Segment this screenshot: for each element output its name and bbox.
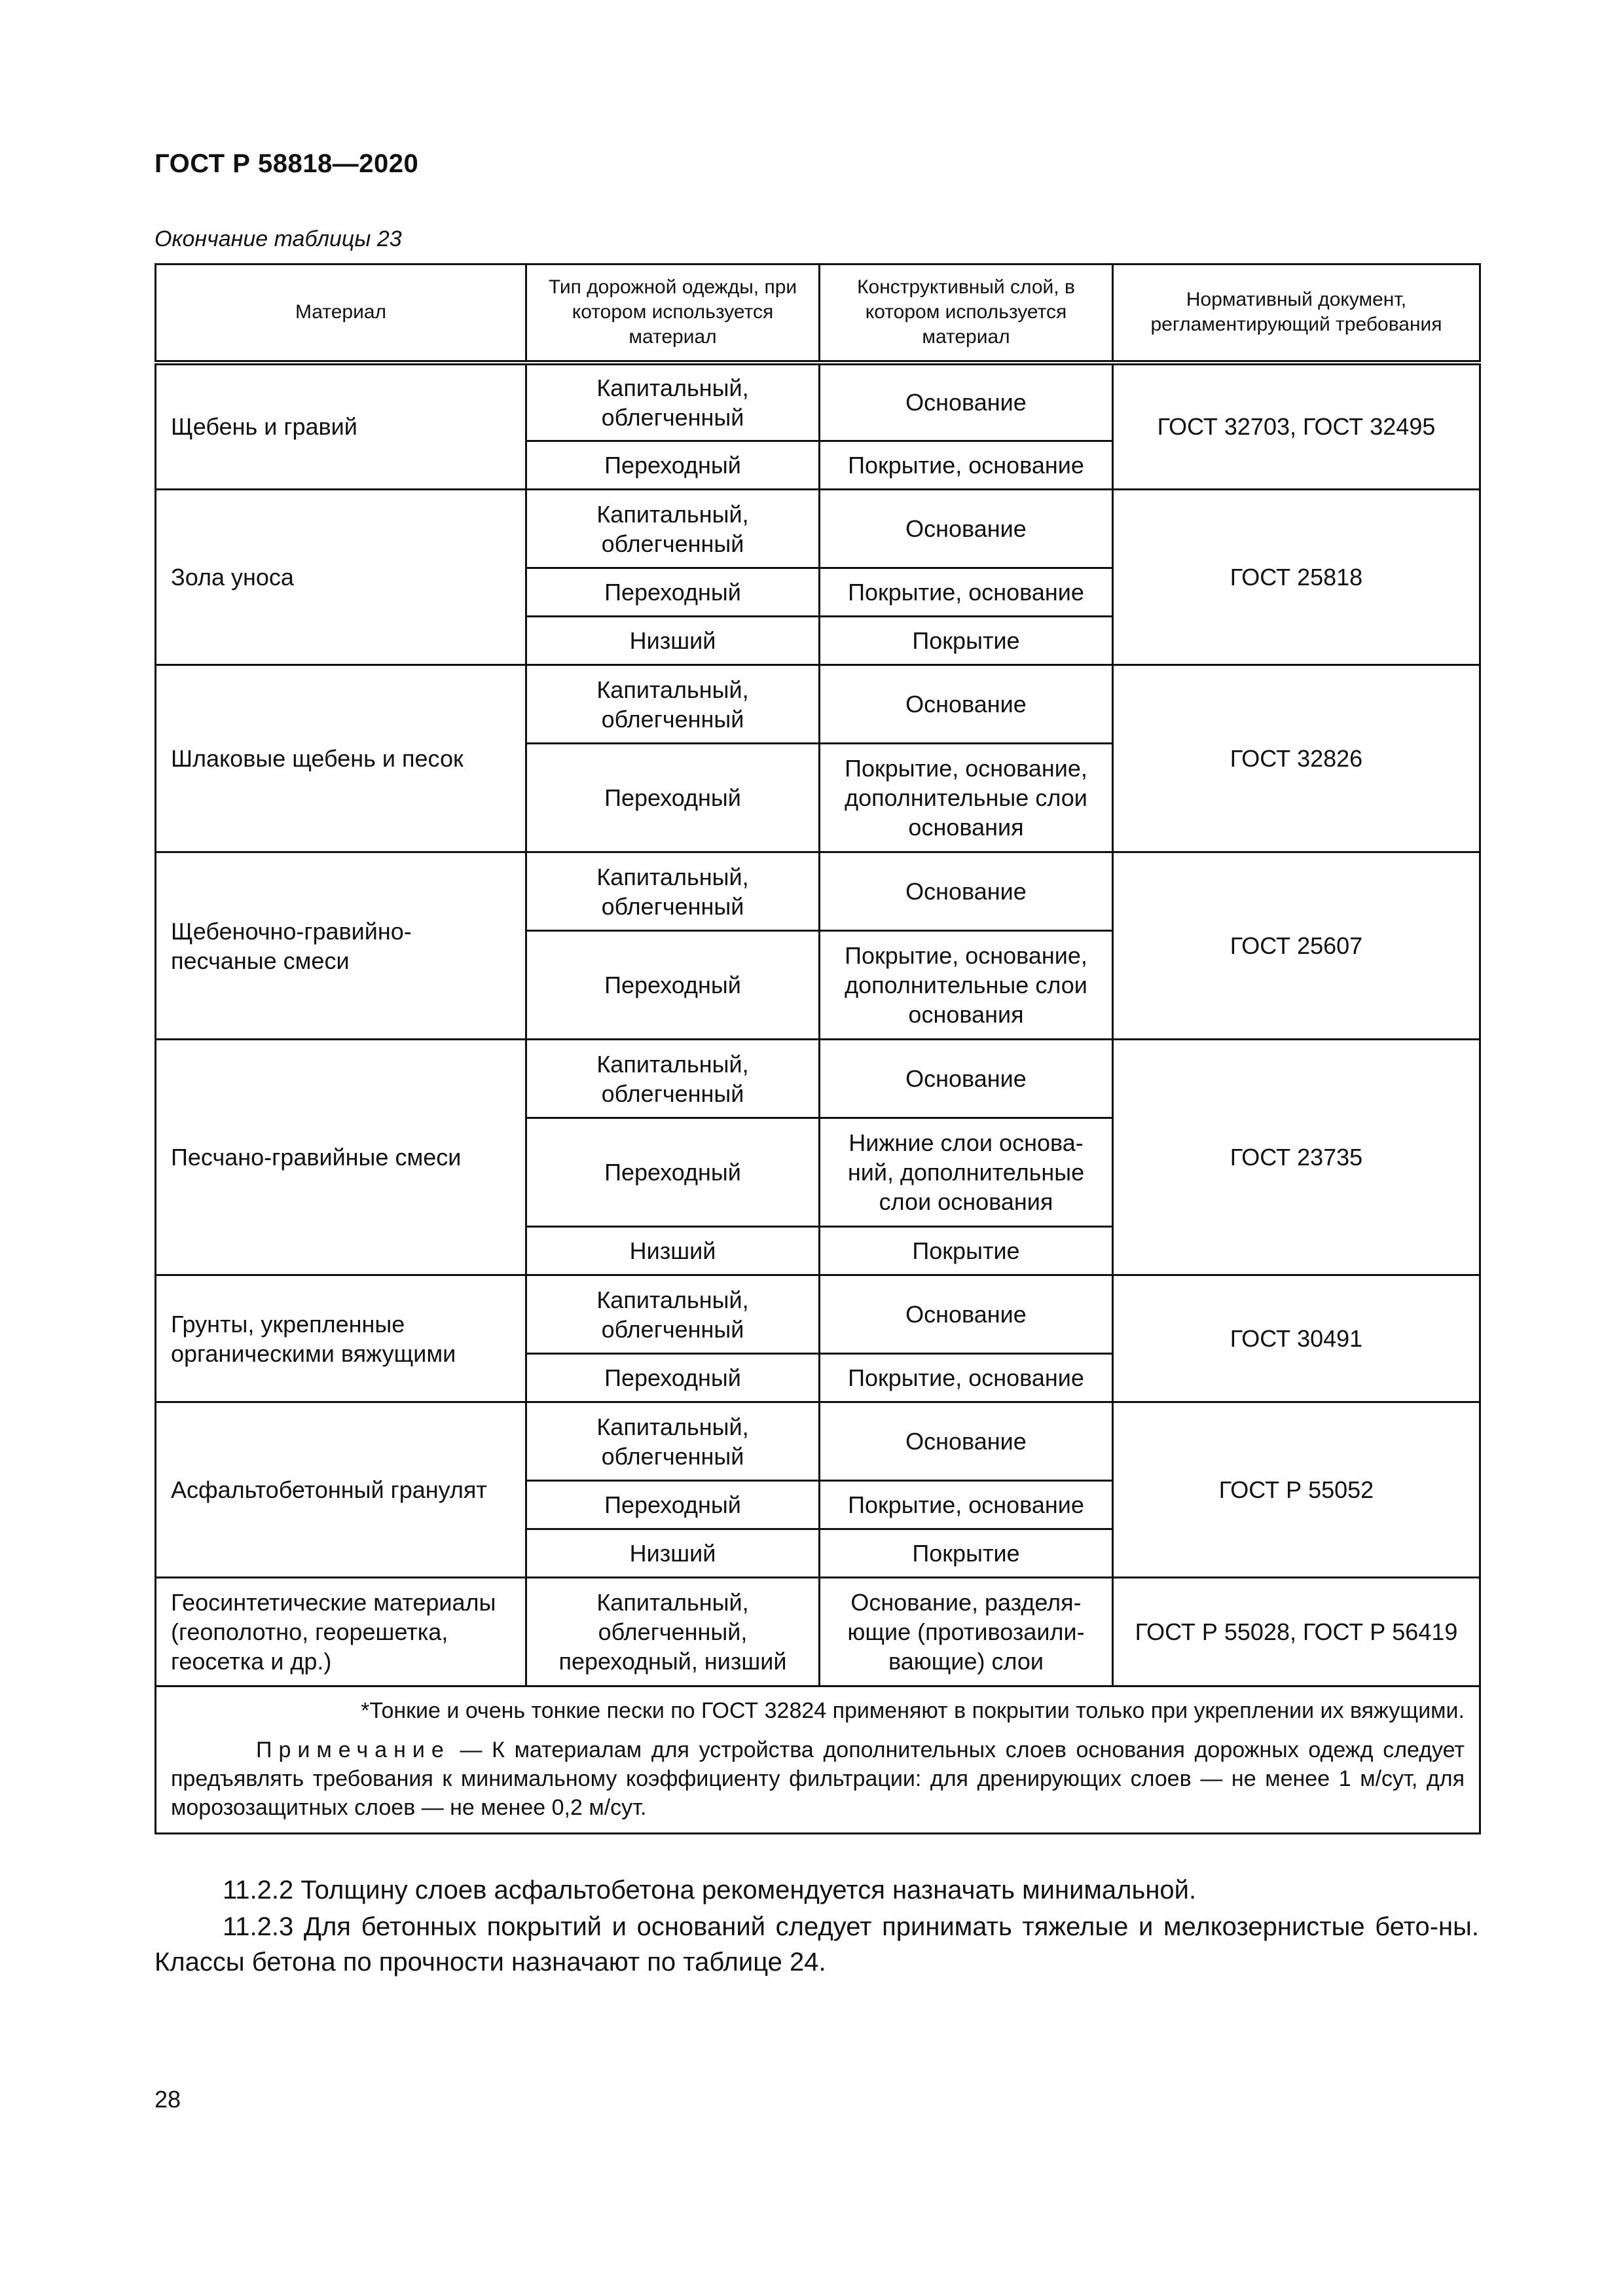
pavement-type-cell: Капитальный, облегченный xyxy=(526,852,820,931)
pavement-type-cell: Низший xyxy=(526,617,820,665)
pavement-type-cell: Капитальный, облегченный xyxy=(526,1402,820,1481)
pavement-type-cell: Низший xyxy=(526,1529,820,1578)
table-row xyxy=(156,852,1480,931)
structural-layer-cell: Покрытие xyxy=(820,1227,1113,1275)
structural-layer-cell: Покрытие xyxy=(820,617,1113,665)
normative-document-cell: ГОСТ 32703, ГОСТ 32495 xyxy=(1113,363,1480,490)
structural-layer-cell: Основание xyxy=(820,1402,1113,1481)
table-row xyxy=(156,1275,1480,1354)
structural-layer-cell: Основание, разделя-ющие (противозаили-вающие) слои xyxy=(820,1578,1113,1686)
pavement-type-cell: Переходный xyxy=(526,1354,820,1402)
table-header-row xyxy=(156,264,1480,363)
column-header-pavement-type: Тип дорожной одежды, при котором используется материал xyxy=(526,264,820,363)
structural-layer-cell: Покрытие, основание xyxy=(820,1481,1113,1529)
structural-layer-cell: Основание xyxy=(820,1040,1113,1118)
structural-layer-cell: Покрытие, основание xyxy=(820,441,1113,490)
table-row xyxy=(156,1040,1480,1118)
pavement-type-cell: Капитальный, облегченный, переходный, низший xyxy=(526,1578,820,1686)
structural-layer-cell: Покрытие, основание xyxy=(820,1354,1113,1402)
table-row xyxy=(156,1402,1480,1481)
table-footnote: *Тонкие и очень тонкие пески по ГОСТ 32824 применяют в покрытии только при укреплении их вяжущими. xyxy=(361,1698,1465,1723)
structural-layer-cell: Основание xyxy=(820,490,1113,568)
table-row xyxy=(156,363,1480,441)
table-body xyxy=(156,363,1480,1686)
paragraph-11-2-3: 11.2.3 Для бетонных покрытий и оснований следует принимать тяжелые и мелкозернистые бето-ны. Классы бетона по прочности назначают по таблице 24. xyxy=(155,1912,1479,1977)
material-cell: Геосинтетические материалы (геополотно, георешетка, геосетка и др.) xyxy=(156,1578,526,1686)
pavement-type-cell: Переходный xyxy=(526,1118,820,1227)
normative-document-cell: ГОСТ 25607 xyxy=(1113,852,1480,1040)
note-label: Примечание xyxy=(256,1738,450,1762)
structural-layer-cell: Основание xyxy=(820,852,1113,931)
material-cell: Асфальтобетонный гранулят xyxy=(156,1402,526,1578)
pavement-type-cell: Капитальный, облегченный xyxy=(526,665,820,744)
pavement-type-cell: Капитальный, облегченный xyxy=(526,363,820,441)
table-notes-row xyxy=(156,1686,1480,1834)
material-cell: Зола уноса xyxy=(156,490,526,665)
table-row xyxy=(156,1578,1480,1686)
materials-table xyxy=(155,263,1481,1834)
table-note xyxy=(171,1736,1465,1822)
pavement-type-cell: Переходный xyxy=(526,744,820,852)
table-row xyxy=(156,665,1480,744)
paragraph-11-2-2: 11.2.2 Толщину слоев асфальтобетона рекомендуется назначать минимальной. xyxy=(223,1876,1197,1904)
column-header-structural-layer: Конструктивный слой, в котором используется материал xyxy=(820,264,1113,363)
material-cell: Грунты, укрепленные органическими вяжущими xyxy=(156,1275,526,1402)
material-cell: Песчано-гравийные смеси xyxy=(156,1040,526,1275)
table-row xyxy=(156,490,1480,568)
pavement-type-cell: Капитальный, облегченный xyxy=(526,490,820,568)
table-caption: Окончание таблицы 23 xyxy=(155,227,402,251)
pavement-type-cell: Переходный xyxy=(526,931,820,1040)
material-cell: Щебень и гравий xyxy=(156,363,526,490)
document-header: ГОСТ Р 58818—2020 xyxy=(155,149,419,178)
pavement-type-cell: Переходный xyxy=(526,1481,820,1529)
pavement-type-cell: Переходный xyxy=(526,441,820,490)
column-header-normative-document: Нормативный документ, регламентирующий требования xyxy=(1113,264,1480,363)
page-number: 28 xyxy=(155,2086,181,2113)
note-text: — К материалам для устройства дополнительных слоев основания дорожных одежд следует предъявлять требования к минимальному коэффициенту фильтрации: для дренирующих слоев — не менее 1 м/сут, для морозозащитных слоев — не менее 0,2 м/сут. xyxy=(171,1738,1465,1820)
structural-layer-cell: Основание xyxy=(820,665,1113,744)
normative-document-cell: ГОСТ Р 55028, ГОСТ Р 56419 xyxy=(1113,1578,1480,1686)
structural-layer-cell: Нижние слои основа-ний, дополнительные слои основания xyxy=(820,1118,1113,1227)
normative-document-cell: ГОСТ 30491 xyxy=(1113,1275,1480,1402)
pavement-type-cell: Переходный xyxy=(526,568,820,617)
structural-layer-cell: Покрытие, основание xyxy=(820,568,1113,617)
structural-layer-cell: Покрытие, основание, дополнительные слои основания xyxy=(820,744,1113,852)
pavement-type-cell: Низший xyxy=(526,1227,820,1275)
material-cell: Шлаковые щебень и песок xyxy=(156,665,526,852)
table-notes xyxy=(156,1686,1480,1834)
structural-layer-cell: Покрытие, основание, дополнительные слои основания xyxy=(820,931,1113,1040)
structural-layer-cell: Покрытие xyxy=(820,1529,1113,1578)
structural-layer-cell: Основание xyxy=(820,1275,1113,1354)
normative-document-cell: ГОСТ 32826 xyxy=(1113,665,1480,852)
pavement-type-cell: Капитальный, облегченный xyxy=(526,1275,820,1354)
material-cell: Щебеночно-гравийно-песчаные смеси xyxy=(156,852,526,1040)
pavement-type-cell: Капитальный, облегченный xyxy=(526,1040,820,1118)
structural-layer-cell: Основание xyxy=(820,363,1113,441)
normative-document-cell: ГОСТ 25818 xyxy=(1113,490,1480,665)
column-header-material: Материал xyxy=(156,264,526,363)
normative-document-cell: ГОСТ 23735 xyxy=(1113,1040,1480,1275)
normative-document-cell: ГОСТ Р 55052 xyxy=(1113,1402,1480,1578)
